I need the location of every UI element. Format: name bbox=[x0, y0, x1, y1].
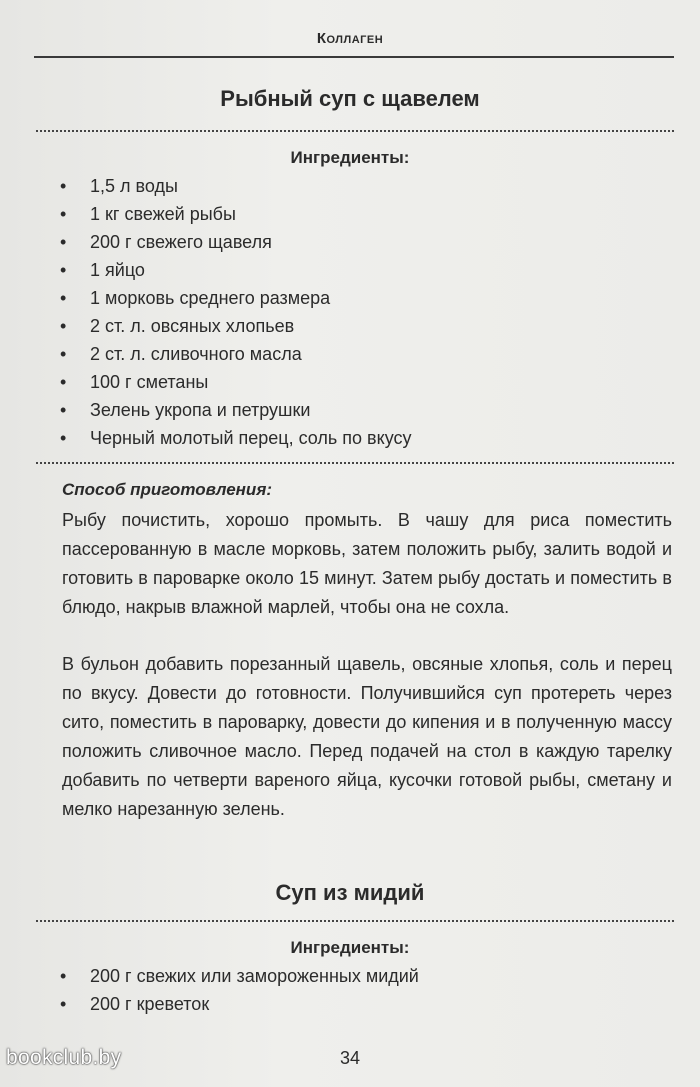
list-item: • 1 кг свежей рыбы bbox=[60, 200, 670, 228]
bullet-icon: • bbox=[60, 288, 67, 308]
dotted-divider bbox=[36, 920, 674, 922]
page-number: 34 bbox=[339, 1048, 361, 1068]
method-paragraph-2: В бульон добавить порезанный щавель, овсяные хлопья, соль и перец по вкусу. Довести до готовности. Получившийся суп протереть через сито, поместить в пароварку, довести до кипения и в полученную массу положить сливочное масло. Перед подачей на стол в каждую тарелку добавить по четверти вареного яйца, кусочки готовой рыбы, сметану и мелко нарезанную зелень. bbox=[62, 654, 672, 819]
list-item: • Зелень укропа и петрушки bbox=[60, 396, 670, 424]
recipe-title: Рыбный суп с щавелем bbox=[220, 86, 480, 111]
ingredients-list-2 bbox=[60, 962, 670, 1018]
list-item: • 1 морковь среднего размера bbox=[60, 284, 670, 312]
list-item: • 1 яйцо bbox=[60, 256, 670, 284]
bullet-icon: • bbox=[60, 316, 67, 336]
list-item: • 100 г сметаны bbox=[60, 368, 670, 396]
list-item: • 200 г свежих или замороженных мидий bbox=[60, 962, 670, 990]
list-item: • 2 ст. л. сливочного масла bbox=[60, 340, 670, 368]
bullet-icon: • bbox=[60, 176, 67, 196]
bullet-icon: • bbox=[60, 994, 67, 1014]
bullet-icon: • bbox=[60, 344, 67, 364]
header-rule bbox=[34, 56, 674, 58]
bullet-icon: • bbox=[60, 232, 67, 252]
watermark: bookclub.by bbox=[6, 1046, 122, 1069]
method-paragraph-1: Рыбу почистить, хорошо промыть. В чашу для риса поместить пассерованную в масле морковь, затем положить рыбу, залить водой и готовить в пароварке около 15 минут. Затем рыбу достать и поместить в блюдо, накрыв влажной марлей, чтобы она не сохла. bbox=[62, 510, 672, 617]
ingredients-heading: Ингредиенты: bbox=[290, 148, 410, 167]
bullet-icon: • bbox=[60, 966, 67, 986]
list-item: • Черный молотый перец, соль по вкусу bbox=[60, 424, 670, 452]
dotted-divider bbox=[36, 462, 674, 464]
recipe-title-2: Суп из мидий bbox=[275, 880, 425, 905]
method-heading: Способ приготовления: bbox=[62, 480, 272, 499]
dotted-divider bbox=[36, 130, 674, 132]
bullet-icon: • bbox=[60, 372, 67, 392]
bullet-icon: • bbox=[60, 428, 67, 448]
list-item: • 200 г свежего щавеля bbox=[60, 228, 670, 256]
bullet-icon: • bbox=[60, 204, 67, 224]
list-item: • 200 г креветок bbox=[60, 990, 670, 1018]
bullet-icon: • bbox=[60, 400, 67, 420]
list-item: • 2 ст. л. овсяных хлопьев bbox=[60, 312, 670, 340]
list-item: • 1,5 л воды bbox=[60, 172, 670, 200]
ingredients-heading-2: Ингредиенты: bbox=[290, 938, 410, 957]
running-head: Коллаген bbox=[316, 30, 384, 47]
bullet-icon: • bbox=[60, 260, 67, 280]
ingredients-list bbox=[60, 172, 670, 452]
